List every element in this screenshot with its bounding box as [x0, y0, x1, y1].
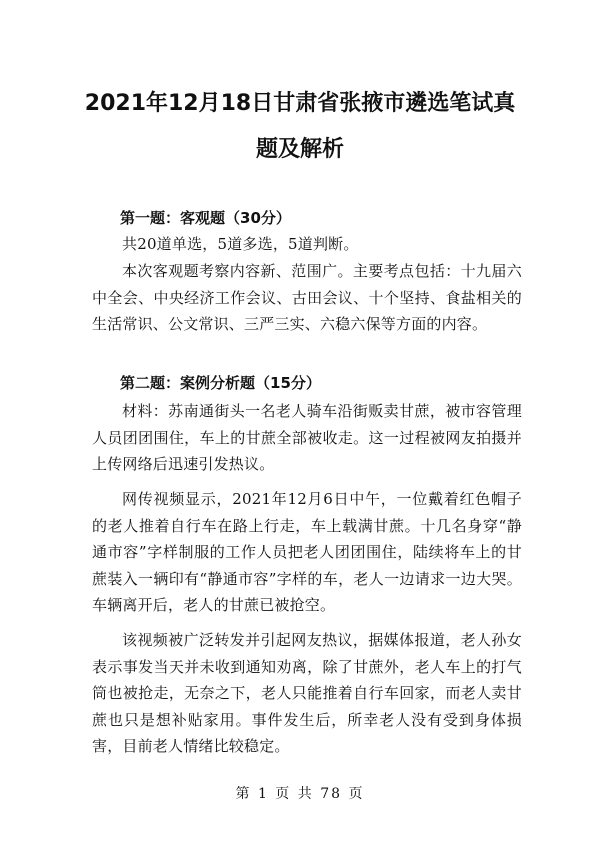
- section2-heading: 第二题：案例分析题（15分）: [120, 374, 321, 392]
- section2-paragraph: 材料：苏南通街头一名老人骑车沿街贩卖甘蔗，被市容管理人员团团围住，车上的甘蔗全部被收走。这一过程被网友拍摄并上传网络后迅速引发热议。: [92, 402, 522, 473]
- document-title-line1: 2021年12月18日甘肃省张掖市遴选笔试真: [84, 91, 516, 116]
- document-title-line2: 题及解析: [255, 137, 344, 162]
- page-footer: 第 1 页 共 78 页: [235, 786, 365, 802]
- section2-paragraph: 网传视频显示，2021年12月6日中午，一位戴着红色帽子的老人推着自行车在路上行走，车上载满甘蔗。十几名身穿“静通市容”字样制服的工作人员把老人团团围住，陆续将车上的甘蔗装入一辆印有“静通市容”字样的车，老人一边请求一边大哭。车辆离开后，老人的甘蔗已被抢空。: [92, 490, 522, 614]
- section2-paragraph: 该视频被广泛转发并引起网友热议，据媒体报道，老人孙女表示事发当天并未收到通知劝离，除了甘蔗外，老人车上的打气筒也被抢走，无奈之下，老人只能推着自行车回家，而老人卖甘蔗也只是想补贴家用。事件发生后，所幸老人没有受到身体损害，目前老人情绪比较稳定。: [92, 631, 522, 755]
- section1-heading: 第一题：客观题（30分）: [120, 209, 291, 227]
- section1-paragraph: 本次客观题考察内容新、范围广。主要考点包括：十九届六中全会、中央经济工作会议、古田会议、十个坚持、食盐相关的生活常识、公文常识、三严三实、六稳六保等方面的内容。: [92, 262, 522, 333]
- section1-paragraph: 共20道单选，5道多选，5道判断。: [122, 235, 359, 253]
